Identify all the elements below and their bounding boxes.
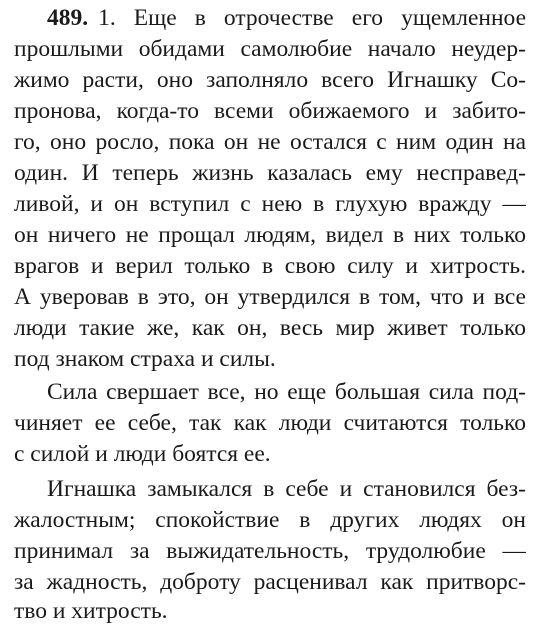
text-line: А уверовав в это, он утвердился в том, что и все (14, 284, 526, 310)
text-line: врагов и верил только в свою силу и хитрость. (14, 253, 526, 279)
text-line: с силой и люди боятся ее. (14, 441, 271, 467)
text-line: под знаком страха и силы. (14, 346, 276, 372)
text-line: Сила свершает все, но еще большая сила под- (47, 379, 526, 405)
text-line: люди такие же, как он, весь мир живет только (14, 315, 526, 341)
text-line: он ничего не прощал людям, видел в них только (14, 222, 526, 248)
text-line: ливой, и он вступил с нею в глухую вражду — (14, 191, 526, 217)
text-line: Игнашка замыкался в себе и становился без- (47, 476, 526, 502)
text-line: жалостным; спокойствие в других людях он (14, 507, 526, 533)
text-line: прошлыми обидами самолюбие начало неудер- (14, 36, 526, 62)
text-line: тво и хитрость. (14, 598, 168, 624)
text-line-content: 1. Еще в отрочестве его ущемленное (98, 5, 526, 31)
text-line: чиняет ее себе, так как люди считаются только (14, 410, 526, 436)
exercise-number: 489. (47, 5, 89, 31)
text-line: жимо расти, оно заполняло всего Игнашку Со- (14, 67, 526, 93)
text-line: один. И теперь жизнь казалась ему несправед- (14, 160, 526, 186)
text-line: принимал за выжидательность, трудолюбие — (14, 538, 526, 564)
text-line: за жадность, доброту расценивал как притворс- (14, 569, 526, 595)
text-line: го, оно росло, пока он не остался с ним один на (14, 129, 526, 155)
text-line: пронова, когда-то всеми обижаемого и забито- (14, 98, 526, 124)
text-line (47, 4, 526, 33)
